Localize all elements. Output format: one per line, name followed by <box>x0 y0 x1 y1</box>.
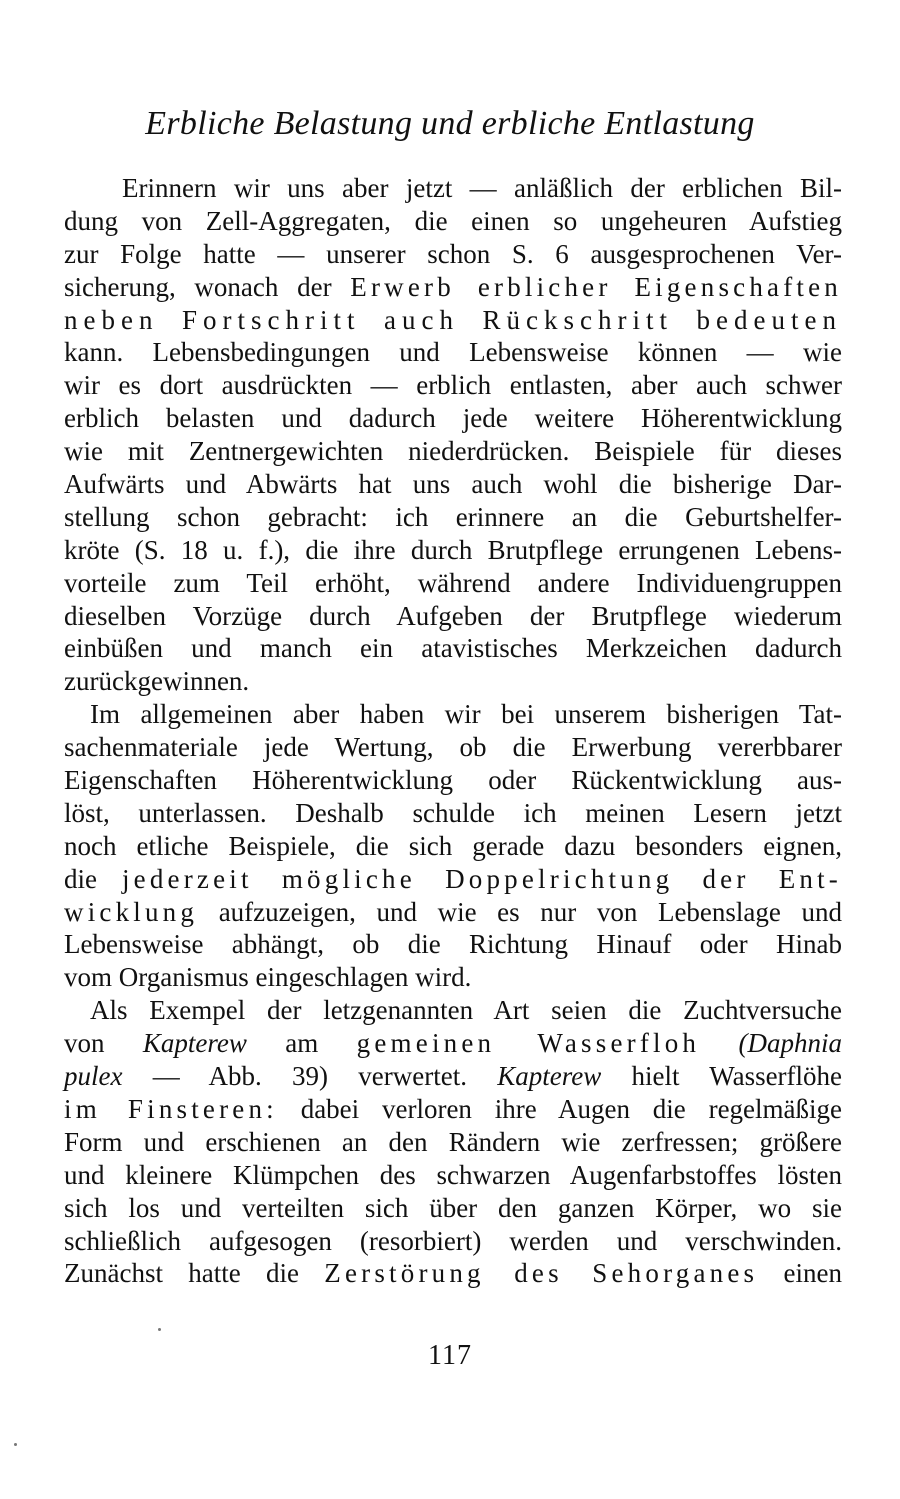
paragraph-3 <box>64 994 842 1290</box>
paragraph-1 <box>64 172 842 698</box>
text-line: wie mit Zentnergewichten niederdrücken. Beispiele für dieses <box>64 436 842 467</box>
text-segment: dabei verloren ihre Augen die regelmäßige <box>300 1093 843 1124</box>
spaced-emphasis: Erwerb erblicher Eigenschaften <box>350 271 842 302</box>
text-line <box>64 863 842 896</box>
running-title: Erbliche Belastung und erbliche Entlastung <box>145 105 755 142</box>
spaced-emphasis: Zerstörung des Sehorganes <box>324 1258 759 1289</box>
text-line: kann. Lebensbedingungen und Lebensweise können — wie <box>64 337 842 368</box>
text-segment: die <box>64 863 97 894</box>
text-line <box>64 1060 842 1093</box>
text-line: einbüßen und manch ein atavistisches Merkzeichen dadurch <box>64 633 842 664</box>
text-line: dung von Zell-Aggregaten, die einen so ungeheuren Aufstieg <box>64 205 842 236</box>
text-line: Eigenschaften Höherentwicklung oder Rückentwicklung aus- <box>64 765 842 796</box>
spaced-emphasis-line: neben Fortschritt auch Rückschritt bedeuten <box>64 304 842 335</box>
text-line: vom Organismus eingeschlagen wird. <box>64 962 472 993</box>
italic-taxon: pulex <box>64 1061 123 1092</box>
text-line: vorteile zum Teil erhöht, während andere Individuengruppen <box>64 567 842 598</box>
text-line: Im allgemeinen aber haben wir bei unserem bisherigen Tat- <box>90 699 842 730</box>
italic-name: Kapterew <box>497 1061 602 1092</box>
text-line: sich los und verteilten sich über den ganzen Körper, wo sie <box>64 1192 842 1223</box>
spaced-emphasis: im Finsteren: <box>64 1093 278 1124</box>
text-line: stellung schon gebracht: ich erinnere an die Geburtshelfer- <box>64 501 842 532</box>
text-line: dieselben Vorzüge durch Aufgeben der Brutpflege wiederum <box>64 600 842 631</box>
text-segment: — Abb. 39) verwertet. <box>152 1061 467 1092</box>
text-line: kröte (S. 18 u. f.), die ihre durch Brutpflege errungenen Lebens- <box>64 534 842 565</box>
text-line: Als Exempel der letzgenannten Art seien die Zuchtversuche <box>90 995 842 1026</box>
print-speck <box>158 1328 161 1331</box>
italic-taxon: (Daphnia <box>738 1028 843 1059</box>
text-line: schließlich aufgesogen (resorbiert) werden und verschwinden. <box>64 1225 842 1256</box>
spaced-emphasis: wicklung <box>64 896 199 927</box>
text-line: zurückgewinnen. <box>64 666 250 697</box>
text-line: Erinnern wir uns aber jetzt — anläßlich der erblichen Bil- <box>122 173 842 203</box>
text-segment: hielt Wasserflöhe <box>631 1061 843 1092</box>
text-line: Lebensweise abhängt, ob die Richtung Hinauf oder Hinab <box>64 929 842 960</box>
text-line <box>64 1093 842 1126</box>
text-segment: am <box>285 1028 319 1059</box>
text-line <box>64 1027 842 1060</box>
text-line <box>64 271 842 304</box>
text-line: erblich belasten und dadurch jede weitere Höherentwicklung <box>64 403 842 434</box>
paragraph-2 <box>64 698 842 994</box>
text-segment: sicherung, wonach der <box>64 271 332 302</box>
text-line: Aufwärts und Abwärts hat uns auch wohl die bisherige Dar- <box>64 469 842 500</box>
print-speck <box>14 1443 17 1446</box>
italic-name: Kapterew <box>142 1028 247 1059</box>
text-line <box>64 1257 842 1290</box>
text-segment: von <box>64 1028 105 1059</box>
body-text <box>64 172 842 1290</box>
text-line: Form und erschienen an den Rändern wie zerfressen; größere <box>64 1126 842 1157</box>
text-line: löst, unterlassen. Deshalb schulde ich meinen Lesern jetzt <box>64 797 842 828</box>
text-segment: einen <box>783 1258 843 1289</box>
text-segment: Zunächst hatte die <box>64 1258 299 1289</box>
text-line: noch etliche Beispiele, die sich gerade dazu besonders eignen, <box>64 830 842 861</box>
text-line <box>64 896 842 929</box>
spaced-emphasis: jederzeit mögliche Doppelrichtung der Ent- <box>121 863 842 894</box>
spaced-emphasis: gemeinen Wasserfloh <box>356 1028 701 1059</box>
text-line: zur Folge hatte — unserer schon S. 6 ausgesprochenen Ver- <box>64 238 842 269</box>
text-line: sachenmateriale jede Wertung, ob die Erwerbung vererbbarer <box>64 732 842 763</box>
page-number: 117 <box>428 1340 472 1371</box>
text-line: wir es dort ausdrückten — erblich entlasten, aber auch schwer <box>64 370 842 401</box>
text-line: und kleinere Klümpchen des schwarzen Augenfarbstoffes lösten <box>64 1159 842 1190</box>
text-segment: aufzuzeigen, und wie es nur von Lebenslage und <box>218 896 842 927</box>
